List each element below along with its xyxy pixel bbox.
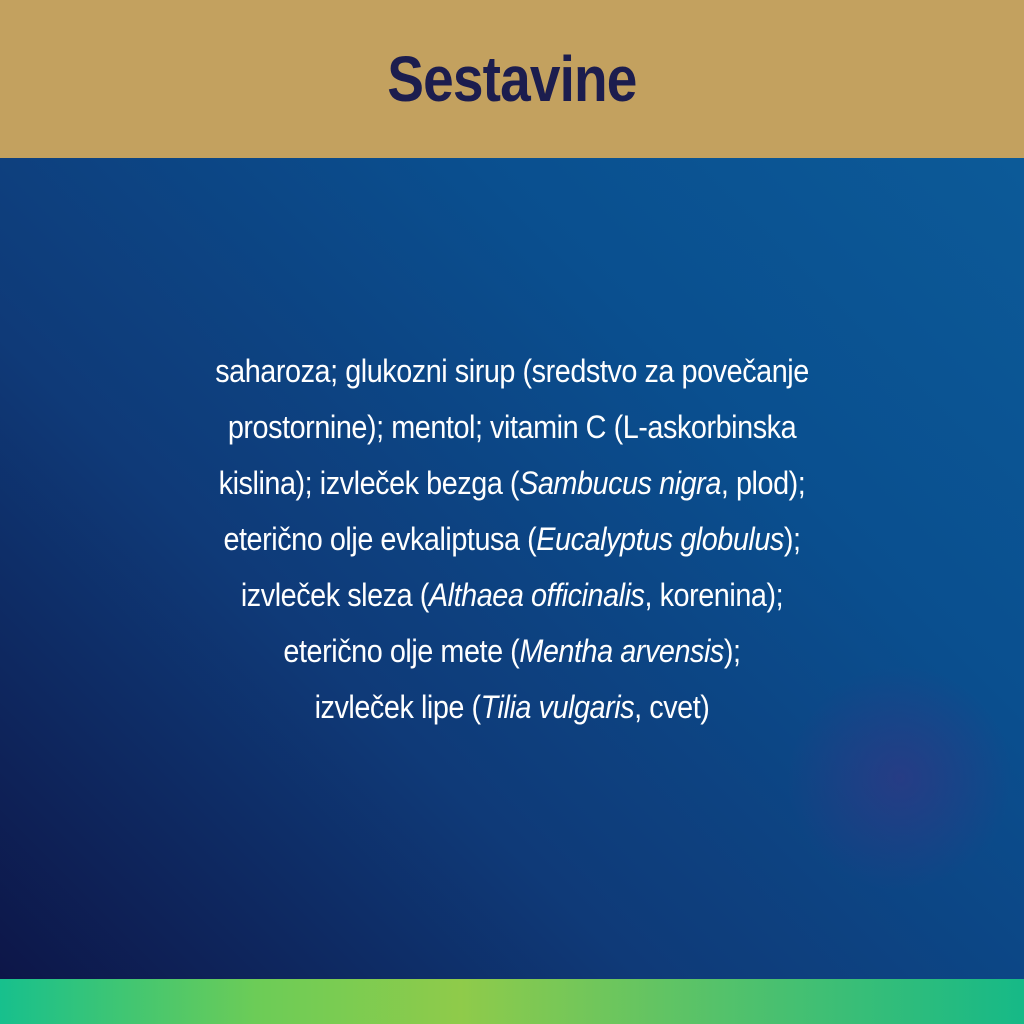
latin-name: Tilia vulgaris — [480, 688, 635, 725]
ingredients-line — [62, 399, 962, 455]
ingredient-text: , cvet) — [634, 688, 710, 725]
ingredient-text: , plod); — [720, 464, 806, 501]
header-banner — [0, 0, 1024, 158]
latin-name: Mentha arvensis — [519, 632, 724, 669]
ingredients-line — [62, 679, 962, 735]
latin-name: Sambucus nigra — [519, 464, 721, 501]
ingredients-line — [62, 343, 962, 399]
ingredient-text: saharoza; glukozni sirup (sredstvo za povečanje — [215, 352, 809, 389]
ingredient-text: eterično olje evkaliptusa ( — [223, 520, 537, 557]
ingredients-panel — [0, 158, 1024, 979]
latin-name: Eucalyptus globulus — [536, 520, 784, 557]
ingredient-text: izvleček sleza ( — [240, 576, 429, 613]
ingredient-text: ); — [783, 520, 801, 557]
latin-name: Althaea officinalis — [428, 576, 645, 613]
ingredient-text: prostornine); mentol; vitamin C (L-askorbinska — [227, 408, 797, 445]
page-title: Sestavine — [387, 43, 637, 115]
ingredient-text: eterično olje mete ( — [283, 632, 520, 669]
ingredient-text: , korenina); — [644, 576, 784, 613]
ingredients-line — [62, 511, 962, 567]
ingredients-text — [12, 343, 1012, 735]
ingredient-text: kislina); izvleček bezga ( — [218, 464, 520, 501]
ingredients-line — [62, 567, 962, 623]
ingredient-text: izvleček lipe ( — [314, 688, 481, 725]
ingredients-line — [62, 455, 962, 511]
ingredients-line — [62, 623, 962, 679]
ingredient-text: ); — [723, 632, 741, 669]
footer-gradient-bar — [0, 979, 1024, 1024]
